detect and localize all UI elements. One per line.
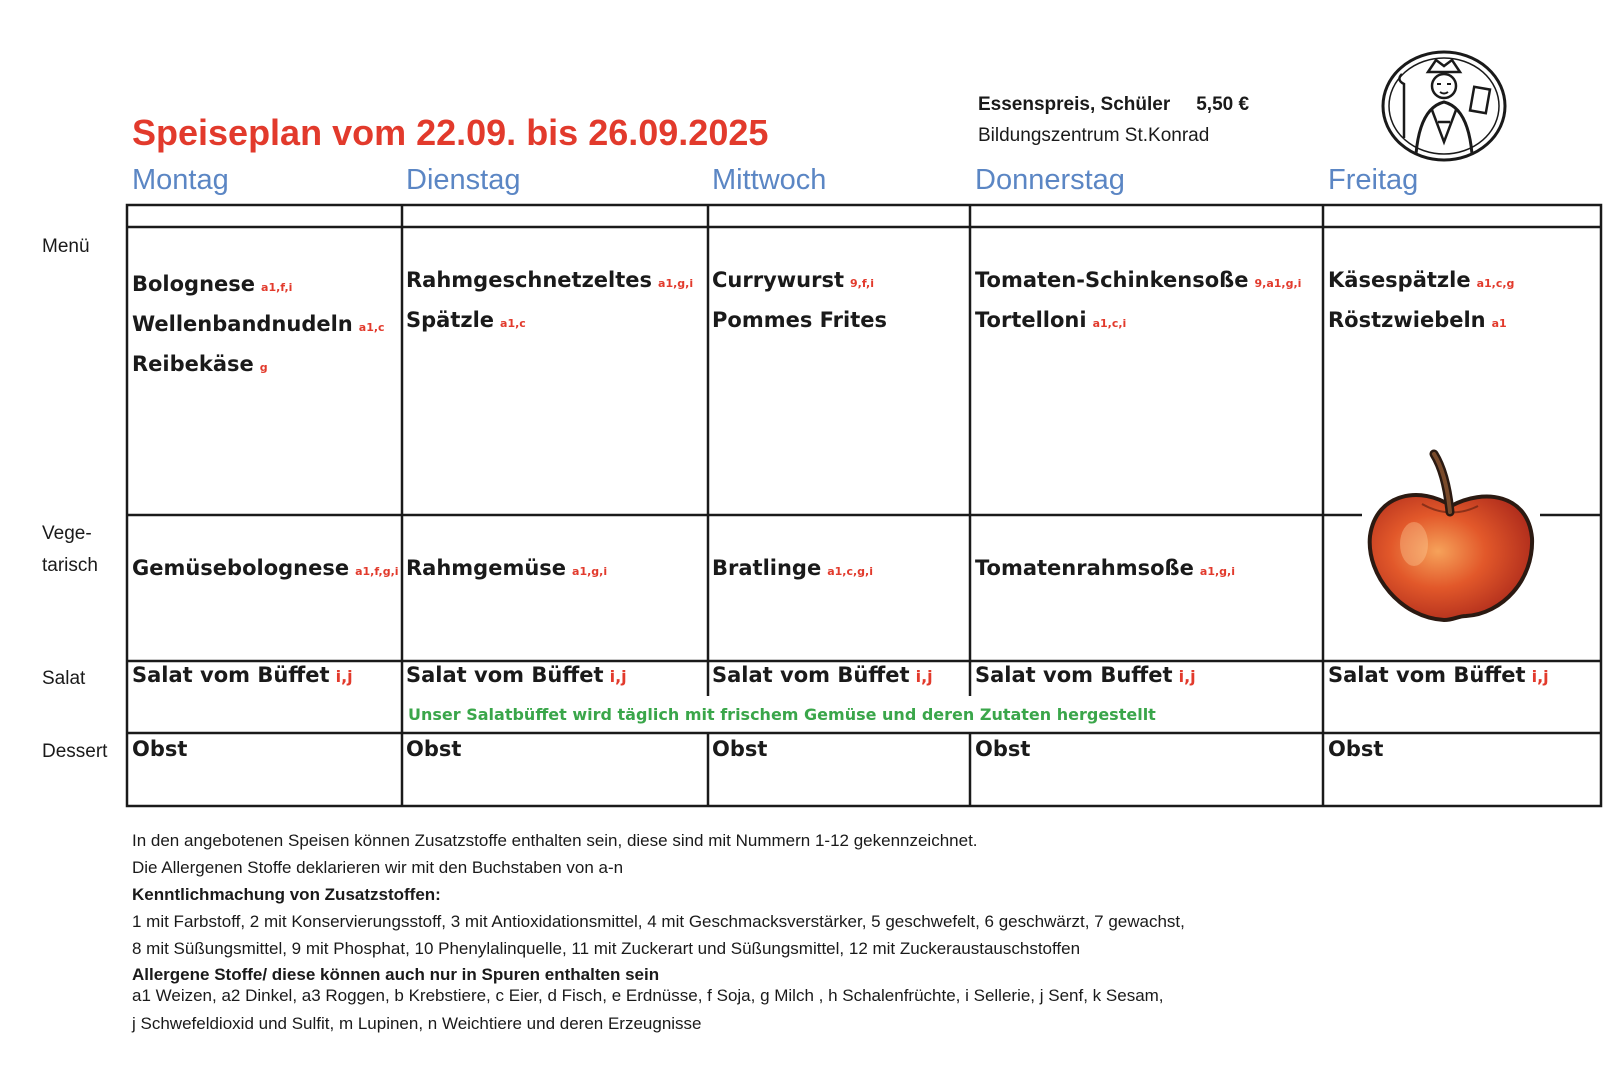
allergen-codes: i,j (1531, 667, 1549, 686)
dish-item (975, 302, 1301, 342)
dish-name: Spätzle (406, 308, 495, 332)
footer-heading-allergens: Allergene Stoffe/ diese können auch nur in Spuren enthalten sein (132, 965, 660, 984)
allergen-codes: 9,f,i (850, 277, 874, 290)
menu-cell-friday (1328, 262, 1514, 342)
row-label-dessert: Dessert (42, 741, 108, 762)
apple-illustration (1362, 448, 1540, 628)
dish-name: Tortelloni (975, 308, 1087, 332)
dish-item (132, 306, 385, 346)
row-label-menu: Menü (42, 236, 90, 257)
allergen-codes: a1,f,g,i (355, 565, 399, 578)
dish-item (1328, 302, 1514, 342)
dish-name: Tomatenrahmsoße (975, 556, 1194, 580)
dish-name: Salat vom Büffet (712, 663, 910, 687)
dish-item (132, 266, 385, 306)
price-value: 5,50 € (1196, 94, 1250, 115)
day-header-wednesday: Mittwoch (712, 164, 827, 196)
footer-line-3: 1 mit Farbstoff, 2 mit Konservierungsstoff, 3 mit Antioxidationsmittel, 4 mit Geschmacksverstärker, 5 geschwefelt, 6 geschwärzt, 7 gewachst, (132, 912, 1185, 931)
allergen-codes: g (259, 361, 268, 374)
allergen-codes: a1 (1491, 317, 1507, 330)
dish-name: Salat vom Büffet (406, 663, 604, 687)
vegetarian-cell-wednesday (712, 550, 873, 590)
allergen-codes: i,j (609, 667, 627, 686)
page-title: Speiseplan vom 22.09. bis 26.09.2025 (132, 112, 769, 153)
dish-name: Currywurst (712, 268, 845, 292)
day-header-thursday: Donnerstag (975, 164, 1125, 196)
dish-name: Tomaten-Schinkensoße (975, 268, 1249, 292)
allergen-codes: a1,c (500, 317, 526, 330)
dish-name: Bolognese (132, 272, 256, 296)
school-name: Bildungszentrum St.Konrad (978, 125, 1210, 146)
allergen-codes: a1,g,i (572, 565, 608, 578)
dish-name: Rahmgeschnetzeltes (406, 268, 653, 292)
allergen-codes: a1,f,i (261, 281, 293, 294)
dish-name: Salat vom Buffet (975, 663, 1173, 687)
menu-cell-thursday (975, 262, 1301, 342)
footer-line-6: j Schwefeldioxid und Sulfit, m Lupinen, n Weichtiere und deren Erzeugnisse (132, 1014, 702, 1033)
footer-line-2: Die Allergenen Stoffe deklarieren wir mit den Buchstaben von a-n (132, 858, 624, 877)
dish-name: Bratlinge (712, 556, 822, 580)
footer-heading-additives: Kenntlichmachung von Zusatzstoffen: (132, 885, 441, 904)
dish-item (712, 262, 893, 302)
allergen-codes: i,j (335, 667, 353, 686)
dish-item (975, 262, 1301, 302)
dessert-cell-wednesday: Obst (712, 737, 768, 761)
dish-item (1328, 262, 1514, 302)
row-label-vegetarian-2: tarisch (42, 555, 98, 576)
allergen-codes: 9,a1,g,i (1254, 277, 1302, 290)
allergen-codes: a1,c,i (1092, 317, 1127, 330)
salad-cell-monday (132, 657, 353, 695)
dish-name: Reibekäse (132, 352, 254, 376)
dish-name: Pommes Frites (712, 308, 887, 332)
allergen-codes: a1,c (358, 321, 385, 334)
dish-item (406, 262, 693, 302)
salad-cell-tuesday (406, 657, 627, 695)
dish-name: Käsespätzle (1328, 268, 1471, 292)
dish-name: Rahmgemüse (406, 556, 567, 580)
dish-name: Wellenbandnudeln (132, 312, 353, 336)
dish-item (712, 302, 893, 342)
allergen-codes: a1,c,g,i (827, 565, 873, 578)
menu-cell-tuesday (406, 262, 693, 342)
menu-cell-monday (132, 266, 385, 386)
salad-cell-thursday (975, 657, 1196, 695)
day-header-tuesday: Dienstag (406, 164, 521, 196)
dessert-cell-thursday: Obst (975, 737, 1031, 761)
price-label: Essenspreis, Schüler (978, 94, 1171, 115)
dish-name: Salat vom Büffet (132, 663, 330, 687)
dish-item (132, 346, 385, 386)
allergen-codes: a1,g,i (658, 277, 694, 290)
dessert-cell-monday: Obst (132, 737, 188, 761)
dessert-cell-friday: Obst (1328, 737, 1384, 761)
footer-line-4: 8 mit Süßungsmittel, 9 mit Phosphat, 10 Phenylalinquelle, 11 mit Zuckerart und Süßungsmittel, 12 mit Zuckeraustauschstoffen (132, 939, 1081, 958)
allergen-codes: a1,g,i (1199, 565, 1235, 578)
dish-name: Salat vom Büffet (1328, 663, 1526, 687)
day-header-monday: Montag (132, 164, 229, 196)
dish-item (406, 302, 693, 342)
dish-name: Gemüsebolognese (132, 556, 350, 580)
allergen-codes: a1,c,g (1476, 277, 1515, 290)
row-label-salad: Salat (42, 668, 86, 689)
footer-line-1: In den angebotenen Speisen können Zusatzstoffe enthalten sein, diese sind mit Nummern 1-12 gekennzeichnet. (132, 831, 978, 850)
vegetarian-cell-thursday (975, 550, 1235, 590)
dish-name: Röstzwiebeln (1328, 308, 1486, 332)
row-label-vegetarian-1: Vege- (42, 523, 92, 544)
menu-cell-wednesday (712, 262, 893, 342)
salad-bar-note: Unser Salatbüffet wird täglich mit frischem Gemüse und deren Zutaten hergestellt (408, 705, 1156, 724)
vegetarian-cell-tuesday (406, 550, 607, 590)
day-header-friday: Freitag (1328, 164, 1419, 196)
footer-line-5: a1 Weizen, a2 Dinkel, a3 Roggen, b Krebstiere, c Eier, d Fisch, e Erdnüsse, f Soja, g Milch , h Schalenfrüchte, i Sellerie, j Senf, k Sesam, (132, 986, 1164, 1005)
dessert-cell-tuesday: Obst (406, 737, 462, 761)
salad-cell-wednesday (712, 657, 933, 695)
vegetarian-cell-monday (132, 550, 399, 590)
allergen-codes: i,j (1178, 667, 1196, 686)
allergen-codes: i,j (915, 667, 933, 686)
salad-cell-friday (1328, 657, 1549, 695)
